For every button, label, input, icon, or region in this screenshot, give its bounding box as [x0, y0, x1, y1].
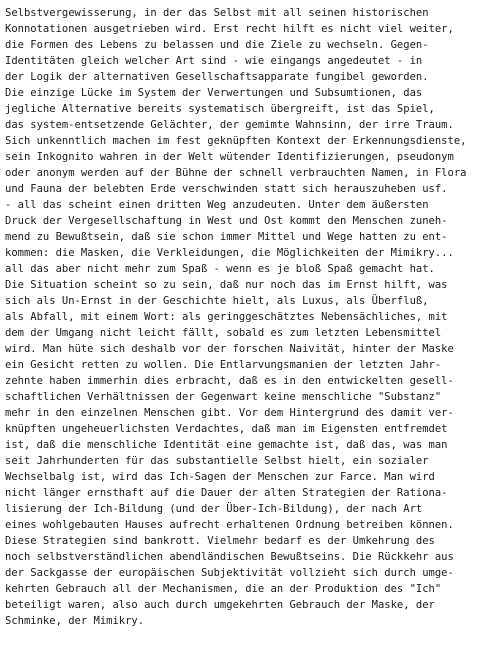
text-line-25: schaftlichen Verhältnissen der Gegenwart keine menschliche "Substanz" [5, 391, 442, 403]
text-line-30: Wechselbalg ist, wird das Ich-Sagen der Menschen zur Farce. Man wird [5, 471, 435, 483]
text-line-39: Schminke, der Mimikry. [5, 615, 145, 627]
text-line-6: Die einzige Lücke im System der Verwertungen und Subsumtionen, das [5, 87, 423, 99]
text-line-13: - all das scheint einen dritten Weg anzudeuten. Unter dem äußersten [5, 199, 429, 211]
text-line-27: knüpften ungeheuerlichsten Verdachtes, daß man im Eigensten entfremdet [5, 423, 448, 435]
text-line-26: mehr in den einzelnen Menschen gibt. Vor dem Hintergrund des damit ver- [5, 407, 454, 419]
text-line-8: das system-entsetzende Gelächter, der gemimte Wahnsinn, der irre Traum. [5, 119, 454, 131]
text-line-29: seit Jahrhunderten für das substantielle Selbst hielt, ein sozialer [5, 455, 429, 467]
text-line-14: Druck der Vergesellschaftung in West und Ost kommt den Menschen zuneh- [5, 215, 448, 227]
text-line-20: als Abfall, mit einem Wort: als geringgeschätztes Nebensächliches, mit [5, 311, 448, 323]
text-line-3: die Formen des Lebens zu belassen und die Ziele zu wechseln. Gegen- [5, 39, 429, 51]
text-line-24: zehnte haben immerhin dies erbracht, daß es in den entwickelten gesell- [5, 375, 454, 387]
text-line-4: Identitäten gleich welcher Art sind - wie eingangs angedeutet - in [5, 55, 423, 67]
text-line-34: Diese Strategien sind bankrott. Vielmehr bedarf es der Umkehrung des [5, 535, 435, 547]
text-line-36: der Sackgasse der europäischen Subjektivität vollzieht sich durch umge- [5, 567, 454, 579]
text-line-32: lisierung der Ich-Bildung (und der Über-Ich-Bildung), der nach Art [5, 503, 423, 515]
text-line-12: und Fauna der belebten Erde verschwinden statt sich herauszuheben usf. [5, 183, 448, 195]
text-line-16: kommen: die Masken, die Verkleidungen, die Möglichkeiten der Mimikry... [5, 247, 454, 259]
text-line-10: sein Inkognito wahren in der Welt wütender Identifizierungen, pseudonym [5, 151, 454, 163]
text-line-31: nicht länger ernsthaft auf die Dauer der alten Strategien der Rationa- [5, 487, 448, 499]
text-line-7: jegliche Alternative bereits systematisch übergreift, ist das Spiel, [5, 103, 435, 115]
text-line-5: der Logik der alternativen Gesellschaftsapparate fungibel geworden. [5, 71, 429, 83]
text-line-28: ist, daß die menschliche Identität eine gemachte ist, daß das, was man [5, 439, 448, 451]
text-line-23: ein Gesicht retten zu wollen. Die Entlarvungsmanien der letzten Jahr- [5, 359, 442, 371]
text-line-1: Selbstvergewisserung, in der das Selbst mit all seinen historischen [5, 7, 429, 19]
text-line-11: oder anonym werden auf der Bühne der schnell verbrauchten Namen, in Flora [5, 167, 467, 179]
text-line-15: mend zu Bewußtsein, daß sie schon immer Mittel und Wege hatten zu ent- [5, 231, 448, 243]
text-line-2: Konnotationen ausgetrieben wird. Erst recht hilft es nicht viel weiter, [5, 23, 454, 35]
text-line-35: noch selbstverständlichen abendländischen Bewußtseins. Die Rückkehr aus [5, 551, 454, 563]
text-line-17: all das aber nicht mehr zum Spaß - wenn es je bloß Spaß gemacht hat. [5, 263, 435, 275]
text-line-33: eines wohlgebauten Hauses aufrecht erhaltenen Ordnung betreiben können. [5, 519, 454, 531]
text-line-22: wird. Man hüte sich deshalb vor der forschen Naivität, hinter der Maske [5, 343, 454, 355]
text-line-9: Sich unkenntlich machen im fest geknüpften Kontext der Erkennungsdienste, [5, 135, 467, 147]
text-line-19: sich als Un-Ernst in der Geschichte hielt, als Luxus, als Überfluß, [5, 295, 429, 307]
text-line-18: Die Situation scheint so zu sein, daß nur noch das im Ernst hilft, was [5, 279, 448, 291]
text-line-37: kehrten Gebrauch all der Mechanismen, die an der Produktion des "Ich" [5, 583, 442, 595]
text-line-38: beteiligt waren, also auch durch umgekehrten Gebrauch der Maske, der [5, 599, 435, 611]
text-line-21: dem der Umgang nicht leicht fällt, sobald es zum letzten Lebensmittel [5, 327, 442, 339]
